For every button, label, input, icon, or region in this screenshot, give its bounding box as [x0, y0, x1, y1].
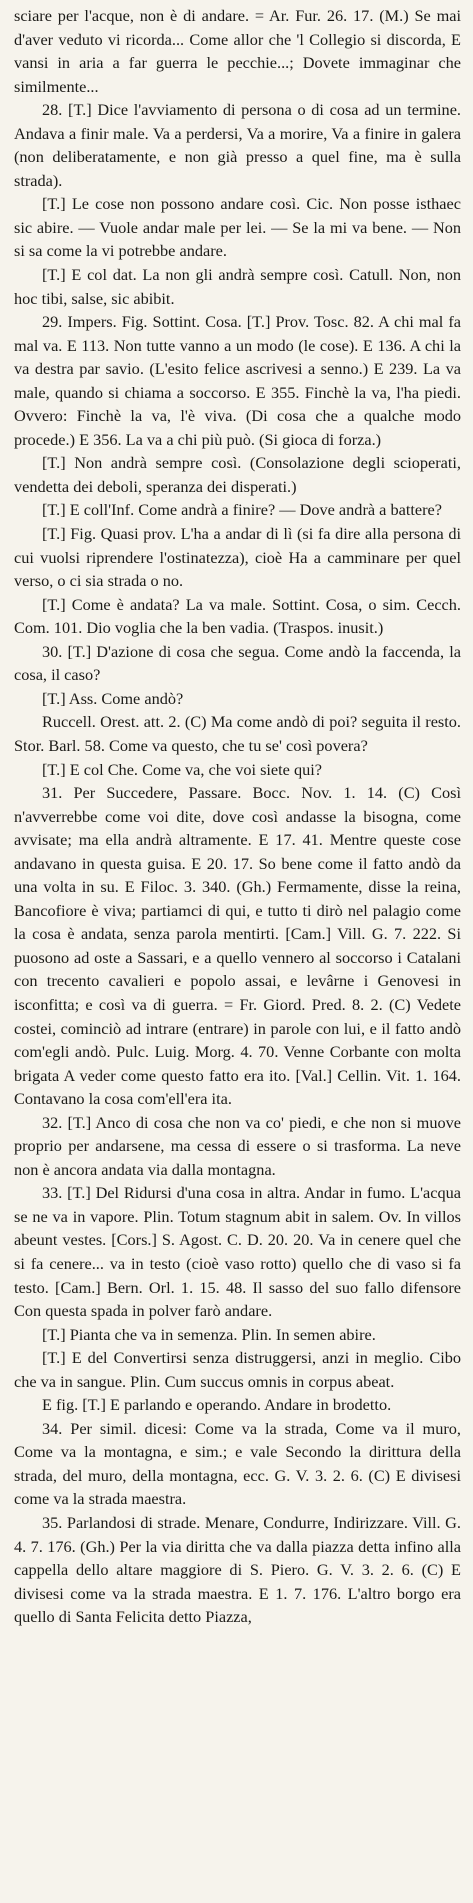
entry-subsection: [T.] Le cose non possono andare così. Cic. Non posse isthaec sic abire. — Vuole andar male per lei. — Se la mi va bene. — Non si sa come la vi potrebbe andare. — [14, 194, 461, 261]
entry-subsection: E fig. [T.] E parlando e operando. Andare in brodetto. — [42, 1395, 392, 1415]
entry-section-31: 31. Per Succedere, Passare. Bocc. Nov. 1. 14. (C) Così n'avverrebbe come voi dite, dove così andasse la bisogna, come avvisate; ma ella andrà altramente. E 17. 41. Mentre queste cose andavano in questa guisa. E 20. 17. So bene come il fatto andò da una volta in su. E Filoc. 3. 340. (Gh.) Fermamente, disse la reina, Bancofiore è viva; partiamci di qui, e tutto ti dirò nel palagio come la cosa è andata, senza parola mentirti. [Cam.] Vill. G. 7. 222. Si puosono ad oste a Sassari, e a quello vennero al soccorso i Catalani con trecento cavalieri e popolo assai, e levârne i Genovesi in isconfitta; e così va di guerra. = Fr. Giord. Pred. 8. 2. (C) Vedete costei, cominciò ad intrare (entrare) in parole con lui, e il fatto andò com'egli andò. Pulc. Luig. Morg. 4. 70. Venne Corbante con molta brigata A veder come questo fatto era ito. [Val.] Cellin. Vit. 1. 164. Contavano la cosa com'ell'era ita. — [14, 783, 461, 1109]
entry-subsection: [T.] Fig. Quasi prov. L'ha a andar di lì (si fa dire alla persona di cui vuolsi riprendere l'ostinatezza), cioè Ha a camminare per quel verso, o ci sia strada o no. — [14, 524, 461, 591]
entry-section-32: 32. [T.] Anco di cosa che non va co' piedi, e che non si muove proprio per andarsene, ma cessa di essere o si trasforma. La neve non è ancora andata via dalla montagna. — [14, 1112, 461, 1179]
entry-subsection: [T.] E del Convertirsi senza distruggersi, anzi in meglio. Cibo che va in sangue. Plin. Cum succus omnis in corpus abeat. — [14, 1348, 461, 1391]
entry-subsection: [T.] E col dat. La non gli andrà sempre così. Catull. Non, non hoc tibi, salse, sic abibit. — [14, 265, 461, 308]
entry-continuation: sciare per l'acque, non è di andare. = Ar. Fur. 26. 17. (M.) Se mai d'aver veduto vi ricorda... Come allor che 'l Collegio si discorda, E vansi in aria a far guerra le pecchie...; Dovete immaginar che similmente... — [14, 6, 461, 96]
entry-section-33: 33. [T.] Del Ridursi d'una cosa in altra. Andar in fumo. L'acqua se ne va in vapore. Plin. Totum stagnum abit in salem. Ov. In villos abeunt vestes. [Cors.] S. Agost. C. D. 20. 20. Va in cenere quel che si fa cenere... va in testo (cioè vaso rotto) quello che di vaso si fa testo. [Cam.] Bern. Orl. 1. 15. 48. Il sasso del suo fallo difensore Con questa spada in polver farò andare. — [14, 1183, 461, 1321]
entry-section-35: 35. Parlandosi di strade. Menare, Condurre, Indirizzare. Vill. G. 4. 7. 176. (Gh.) Per la via diritta che va dalla piazza detta infino alla cappella dello altare maggiore di S. Piero. G. V. 3. 2. 6. (C) E divisesi come va la strada maestra. E 1. 7. 176. L'altro borgo era quello di Santa Felicita detto Piazza, — [14, 1513, 461, 1627]
entry-subsection: [T.] Come è andata? La va male. Sottint. Cosa, o sim. Cecch. Com. 101. Dio voglia che la ben vadia. (Traspos. inusit.) — [14, 594, 461, 638]
entry-subsection: [T.] Ass. Come andò? — [42, 688, 184, 708]
entry-section-28: 28. [T.] Dice l'avviamento di persona o di cosa ad un termine. Andava a finir male. Va a perdersi, Va a morire, Va a finire in galera (non deliberatamente, e non già presso a quel fine, ma è sulla strada). — [14, 100, 461, 190]
entry-subsection: [T.] Non andrà sempre così. (Consolazione degli scioperati, vendetta dei deboli, speranza dei disperati.) — [14, 453, 461, 496]
entry-section-34: 34. Per simil. dicesi: Come va la strada, Come va il muro, Come va la montagna, e sim.; e vale Secondo la dirittura della strada, del muro, della montagna, ecc. G. V. 3. 2. 6. (C) E divisesi come va la strada maestra. — [14, 1418, 461, 1509]
entry-subsection: [T.] E col Che. Come va, che voi siete qui? — [42, 759, 323, 779]
entry-section-30: 30. [T.] D'azione di cosa che segua. Come andò la faccenda, la cosa, il caso? — [14, 641, 461, 685]
entry-section-29: 29. Impers. Fig. Sottint. Cosa. [T.] Prov. Tosc. 82. A chi mal fa mal va. E 113. Non tutte vanno a un modo (le cose). E 136. A chi la va destra par savio. (L'esito felice ascrivesi a senno.) E 239. La va male, quando si chiama a soccorso. E 355. Finchè la va, l'ha piedi. Ovvero: Finchè la va, l'è viva. (Di cosa che a qualche modo procede.) E 356. La va a chi più può. (Si gioca di forza.) — [14, 312, 461, 449]
entry-subsection: [T.] Pianta che va in semenza. Plin. In semen abire. — [42, 1324, 376, 1344]
entry-subsection: [T.] E coll'Inf. Come andrà a finire? — Dove andrà a battere? — [42, 500, 442, 520]
entry-citation: Ruccell. Orest. att. 2. (C) Ma come andò di poi? seguita il resto. Stor. Barl. 58. Come va questo, che tu se' così povera? — [14, 712, 461, 755]
